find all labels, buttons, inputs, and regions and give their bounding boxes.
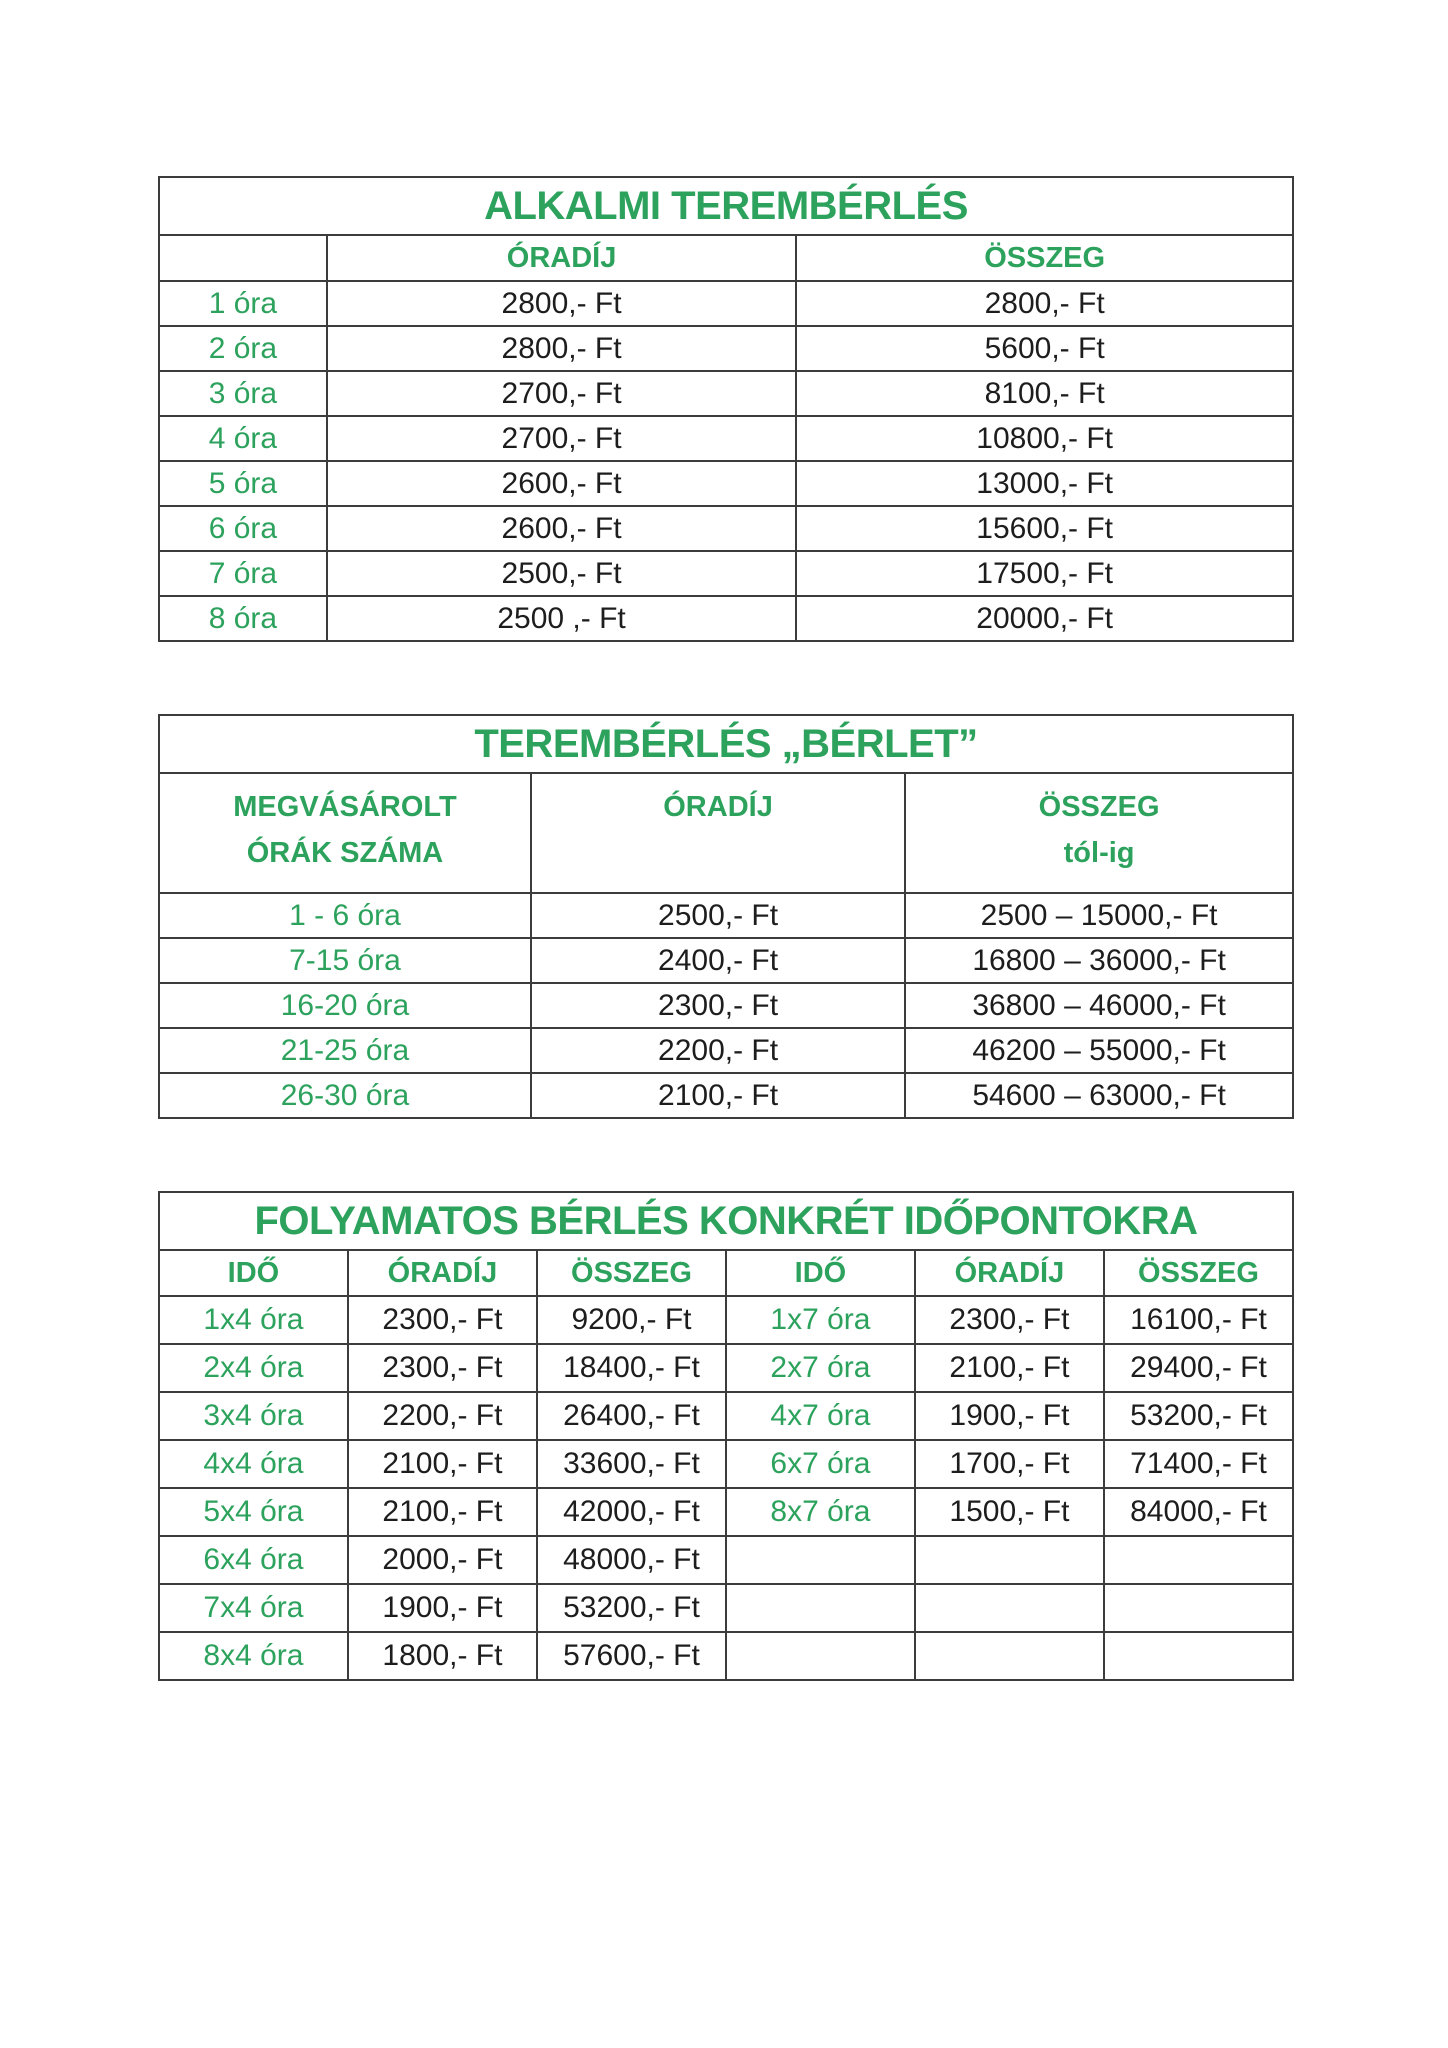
price-cell: 2100,- Ft (348, 1440, 537, 1488)
price-cell: 5600,- Ft (796, 326, 1293, 371)
duration-cell: 6x4 óra (159, 1536, 348, 1584)
price-cell: 2700,- Ft (327, 371, 796, 416)
column-header-row (159, 1250, 1293, 1296)
price-cell: 29400,- Ft (1104, 1344, 1293, 1392)
duration-cell: 7-15 óra (159, 938, 531, 983)
table-row (159, 551, 1293, 596)
table-row (159, 1488, 1293, 1536)
duration-cell: 6x7 óra (726, 1440, 915, 1488)
price-cell: 2300,- Ft (531, 983, 905, 1028)
price-cell: 18400,- Ft (537, 1344, 726, 1392)
price-cell: 53200,- Ft (1104, 1392, 1293, 1440)
table-row (159, 938, 1293, 983)
price-cell: 2700,- Ft (327, 416, 796, 461)
price-cell: 42000,- Ft (537, 1488, 726, 1536)
price-cell: 71400,- Ft (1104, 1440, 1293, 1488)
column-header: ÓRADÍJ (348, 1250, 537, 1296)
table-row (159, 1392, 1293, 1440)
duration-cell: 2x4 óra (159, 1344, 348, 1392)
price-cell: 2800,- Ft (327, 281, 796, 326)
table-row (159, 461, 1293, 506)
column-header (159, 773, 531, 893)
column-header: ÖSSZEG (1104, 1250, 1293, 1296)
price-cell: 46200 – 55000,- Ft (905, 1028, 1293, 1073)
price-cell: 2600,- Ft (327, 461, 796, 506)
duration-cell: 1x7 óra (726, 1296, 915, 1344)
column-header-line: ÖSSZEG (1038, 791, 1160, 823)
table-title-row (159, 1192, 1293, 1250)
empty-cell (726, 1584, 915, 1632)
terembeles-berlet-table (158, 714, 1294, 1119)
table-row (159, 416, 1293, 461)
table-row (159, 1536, 1293, 1584)
table-row (159, 1073, 1293, 1118)
price-cell: 2500,- Ft (531, 893, 905, 938)
duration-cell: 2 óra (159, 326, 327, 371)
price-cell: 1800,- Ft (348, 1632, 537, 1680)
price-cell: 36800 – 46000,- Ft (905, 983, 1293, 1028)
price-cell: 1500,- Ft (915, 1488, 1104, 1536)
table-row (159, 371, 1293, 416)
alkalmi-terembeles-table (158, 176, 1294, 642)
table-row (159, 1296, 1293, 1344)
duration-cell: 1 óra (159, 281, 327, 326)
price-cell: 1900,- Ft (915, 1392, 1104, 1440)
table-row (159, 1632, 1293, 1680)
duration-cell: 5x4 óra (159, 1488, 348, 1536)
price-cell: 2300,- Ft (915, 1296, 1104, 1344)
price-cell: 1900,- Ft (348, 1584, 537, 1632)
price-cell: 2100,- Ft (915, 1344, 1104, 1392)
price-cell: 2300,- Ft (348, 1344, 537, 1392)
price-cell: 33600,- Ft (537, 1440, 726, 1488)
price-cell: 8100,- Ft (796, 371, 1293, 416)
price-cell: 2100,- Ft (348, 1488, 537, 1536)
table-row (159, 1028, 1293, 1073)
column-header: IDŐ (159, 1250, 348, 1296)
price-cell: 2300,- Ft (348, 1296, 537, 1344)
duration-cell: 5 óra (159, 461, 327, 506)
price-cell: 2500,- Ft (327, 551, 796, 596)
table-row (159, 1344, 1293, 1392)
empty-cell (1104, 1536, 1293, 1584)
empty-cell (915, 1584, 1104, 1632)
table-row (159, 326, 1293, 371)
duration-cell: 3x4 óra (159, 1392, 348, 1440)
price-cell: 13000,- Ft (796, 461, 1293, 506)
table-row (159, 1584, 1293, 1632)
folyamatos-berles-title: FOLYAMATOS BÉRLÉS KONKRÉT IDŐPONTOKRA (159, 1192, 1293, 1250)
price-cell: 84000,- Ft (1104, 1488, 1293, 1536)
table-row (159, 1440, 1293, 1488)
empty-cell (915, 1632, 1104, 1680)
price-cell: 16800 – 36000,- Ft (905, 938, 1293, 983)
price-cell: 2000,- Ft (348, 1536, 537, 1584)
folyamatos-berles-table (158, 1191, 1294, 1681)
empty-cell (915, 1536, 1104, 1584)
table-row (159, 596, 1293, 641)
price-cell: 2500 – 15000,- Ft (905, 893, 1293, 938)
price-cell: 17500,- Ft (796, 551, 1293, 596)
price-cell: 2200,- Ft (348, 1392, 537, 1440)
empty-cell (1104, 1632, 1293, 1680)
column-header (905, 773, 1293, 893)
empty-cell (726, 1536, 915, 1584)
empty-cell (726, 1632, 915, 1680)
price-cell: 10800,- Ft (796, 416, 1293, 461)
price-cell: 2100,- Ft (531, 1073, 905, 1118)
price-cell: 2800,- Ft (796, 281, 1293, 326)
duration-cell: 1x4 óra (159, 1296, 348, 1344)
duration-cell: 8 óra (159, 596, 327, 641)
table-row (159, 983, 1293, 1028)
duration-cell: 8x4 óra (159, 1632, 348, 1680)
duration-cell: 16-20 óra (159, 983, 531, 1028)
column-header: IDŐ (726, 1250, 915, 1296)
price-cell: 57600,- Ft (537, 1632, 726, 1680)
price-cell: 53200,- Ft (537, 1584, 726, 1632)
column-header-line: ÓRÁK SZÁMA (246, 837, 444, 869)
price-cell: 2600,- Ft (327, 506, 796, 551)
duration-cell: 4 óra (159, 416, 327, 461)
table-row (159, 281, 1293, 326)
duration-cell: 26-30 óra (159, 1073, 531, 1118)
terembeles-berlet-title: TEREMBÉRLÉS „BÉRLET” (159, 715, 1293, 773)
empty-cell (1104, 1584, 1293, 1632)
price-cell: 26400,- Ft (537, 1392, 726, 1440)
table-row (159, 893, 1293, 938)
column-header: ÓRADÍJ (915, 1250, 1104, 1296)
column-header-line: ÓRADÍJ (663, 791, 773, 823)
price-cell: 9200,- Ft (537, 1296, 726, 1344)
price-cell: 54600 – 63000,- Ft (905, 1073, 1293, 1118)
duration-cell: 8x7 óra (726, 1488, 915, 1536)
duration-cell: 4x4 óra (159, 1440, 348, 1488)
table-row (159, 506, 1293, 551)
price-cell: 20000,- Ft (796, 596, 1293, 641)
duration-cell: 6 óra (159, 506, 327, 551)
column-header: ÖSSZEG (537, 1250, 726, 1296)
column-header: ÖSSZEG (796, 235, 1293, 281)
price-cell: 16100,- Ft (1104, 1296, 1293, 1344)
price-cell: 1700,- Ft (915, 1440, 1104, 1488)
price-cell: 48000,- Ft (537, 1536, 726, 1584)
alkalmi-terembeles-title: ALKALMI TEREMBÉRLÉS (159, 177, 1293, 235)
duration-cell: 7x4 óra (159, 1584, 348, 1632)
price-cell: 15600,- Ft (796, 506, 1293, 551)
price-cell: 2400,- Ft (531, 938, 905, 983)
duration-cell: 7 óra (159, 551, 327, 596)
column-header-row (159, 773, 1293, 893)
price-cell: 2500 ,- Ft (327, 596, 796, 641)
column-header-row (159, 235, 1293, 281)
column-header-line: MEGVÁSÁROLT (233, 791, 457, 823)
price-cell: 2200,- Ft (531, 1028, 905, 1073)
duration-cell: 21-25 óra (159, 1028, 531, 1073)
column-header: ÓRADÍJ (327, 235, 796, 281)
duration-cell: 2x7 óra (726, 1344, 915, 1392)
column-header (531, 773, 905, 893)
table-title-row (159, 715, 1293, 773)
pricing-tables-container (158, 176, 1294, 1681)
column-header-line: tól-ig (1063, 837, 1135, 869)
duration-cell: 4x7 óra (726, 1392, 915, 1440)
column-header-empty (159, 235, 327, 281)
price-cell: 2800,- Ft (327, 326, 796, 371)
duration-cell: 3 óra (159, 371, 327, 416)
table-title-row (159, 177, 1293, 235)
duration-cell: 1 - 6 óra (159, 893, 531, 938)
